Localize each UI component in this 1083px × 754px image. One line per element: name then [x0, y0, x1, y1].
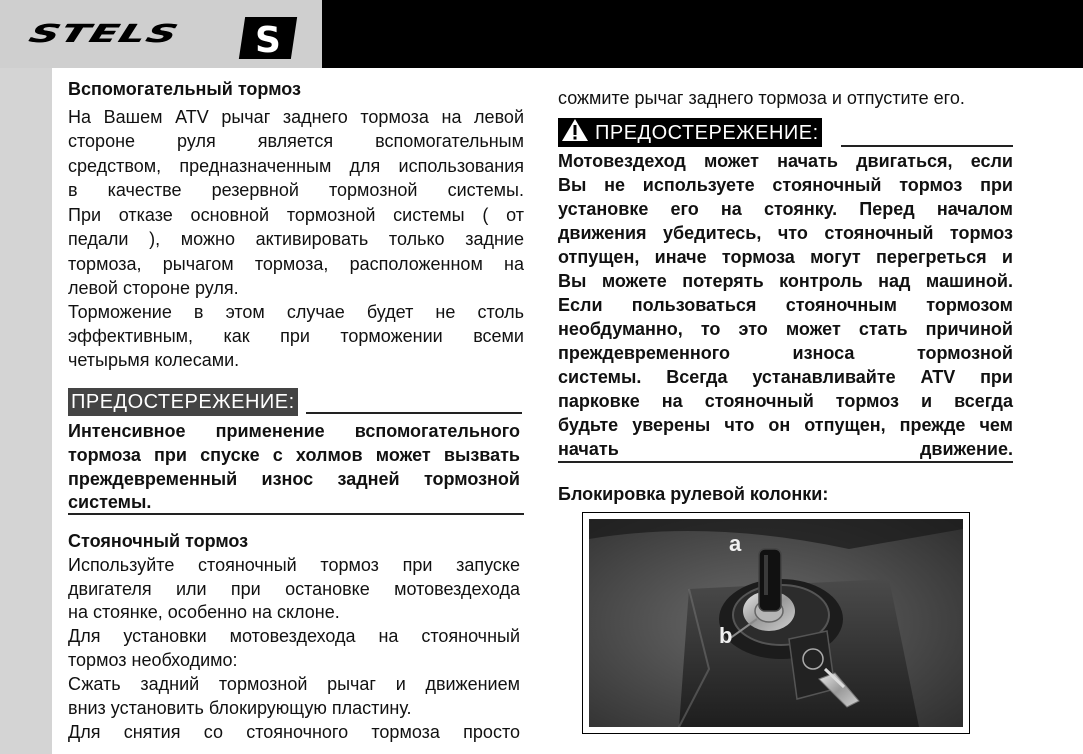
- aux-line-5: При отказе основной тормозной системы ( от: [68, 205, 524, 225]
- warning-label-left: ПРЕДОСТЕРЕЖЕНИЕ:: [68, 388, 298, 416]
- warning-right-line-8: необдуманно, то это может стать причиной: [558, 319, 1013, 339]
- warning-rule-right: [841, 145, 1013, 147]
- install-line-last: тормоз необходимо:: [68, 650, 238, 670]
- svg-text:b: b: [719, 623, 733, 648]
- steering-lock-photo: [589, 519, 963, 727]
- warning-right-line-9: преждевременного износа тормозной: [558, 343, 1013, 363]
- braking-line-2: эффективным, как при торможении всеми: [68, 326, 524, 346]
- aux-line-2: стороне руля является вспомогательным: [68, 131, 524, 151]
- parking-brake-title: Стояночный тормоз: [68, 531, 249, 551]
- parking-line-1: Используйте стояночный тормоз при запуске: [68, 555, 520, 575]
- warning-left-line-1: Интенсивное применение вспомогательного: [68, 421, 520, 441]
- aux-line-1: На Вашем ATV рычаг заднего тормоза на левой: [68, 107, 524, 127]
- warning-right-line-12: будьте уверены что он отпущен, прежде чем: [558, 415, 1013, 435]
- warning-right-line-11: парковке на стояночный тормоз и всегда: [558, 391, 1013, 411]
- warning-right-line-1: Мотовездеход может начать двигаться, если: [558, 151, 1013, 171]
- warning-right-line-4: движения убедитесь, что стояночный тормоз: [558, 223, 1013, 243]
- warning-right-line-10: системы. Всегда устанавливайте ATV при: [558, 367, 1013, 387]
- parking-line-2: двигателя или при остановке мотовездехода: [68, 579, 520, 599]
- aux-line-4: в качестве резервной тормозной системы.: [68, 180, 524, 200]
- warning-left-line-2: тормоза при спуске с холмов может вызвать: [68, 445, 520, 465]
- warning-right-line-13: начать движение.: [558, 439, 1013, 459]
- aux-line-3: средством, предназначенным для использования: [68, 156, 524, 176]
- header-logo-panel: [0, 0, 322, 68]
- install-line-1: Для установки мотовездехода на стояночный: [68, 626, 520, 646]
- svg-text:S: S: [255, 20, 281, 60]
- parking-line-last: на стоянке, особенно на склоне.: [68, 602, 340, 622]
- header-black-bar: [322, 0, 1083, 68]
- warning-triangle-icon: [561, 118, 589, 142]
- aux-line-last: левой стороне руля.: [68, 278, 239, 298]
- braking-line-1: Торможение в этом случае будет не столь: [68, 302, 524, 322]
- continuation-line: сожмите рычаг заднего тормоза и отпустите его.: [558, 88, 965, 108]
- braking-line-last: четырьмя колесами.: [68, 350, 240, 370]
- aux-line-6: педали ), можно активировать только задние: [68, 229, 524, 249]
- svg-text:a: a: [729, 531, 742, 556]
- aux-brake-title: Вспомогательный тормоз: [68, 79, 301, 99]
- steering-lock-photo-frame: [582, 512, 970, 734]
- warning-label-right-text: ПРЕДОСТЕРЕЖЕНИЕ:: [595, 122, 819, 144]
- aux-line-7: тормоза, рычагом тормоза, расположенном на: [68, 254, 524, 274]
- warning-right-line-2: Вы не используете стояночный тормоз при: [558, 175, 1013, 195]
- brand-s-badge-icon: [236, 16, 300, 60]
- steering-lock-title: Блокировка рулевой колонки:: [558, 484, 829, 504]
- squeeze-line-1: Сжать задний тормозной рычаг и движением: [68, 674, 520, 694]
- warning-right-line-5: отпущен, иначе тормоза могут перегреться и: [558, 247, 1013, 267]
- warning-rule-left: [306, 412, 522, 414]
- release-line: Для снятия со стояночного тормоза просто: [68, 722, 520, 742]
- warning-left-line-last: системы.: [68, 492, 152, 512]
- brand-logo-text: STELS: [25, 19, 183, 49]
- warning-right-line-6: Вы можете потерять контроль над машиной.: [558, 271, 1013, 291]
- warning-bottom-rule-left: [68, 513, 524, 515]
- warning-left-line-3: преждевременный износ задней тормозной: [68, 469, 520, 489]
- page-sidebar-strip: [0, 0, 52, 754]
- warning-label-right: [558, 118, 822, 147]
- warning-right-line-3: установке его на стоянку. Перед началом: [558, 199, 1013, 219]
- warning-bottom-rule-right: [558, 461, 1013, 463]
- squeeze-line-last: вниз установить блокирующую пластину.: [68, 698, 412, 718]
- warning-right-line-7: Если пользоваться стояночным тормозом: [558, 295, 1013, 315]
